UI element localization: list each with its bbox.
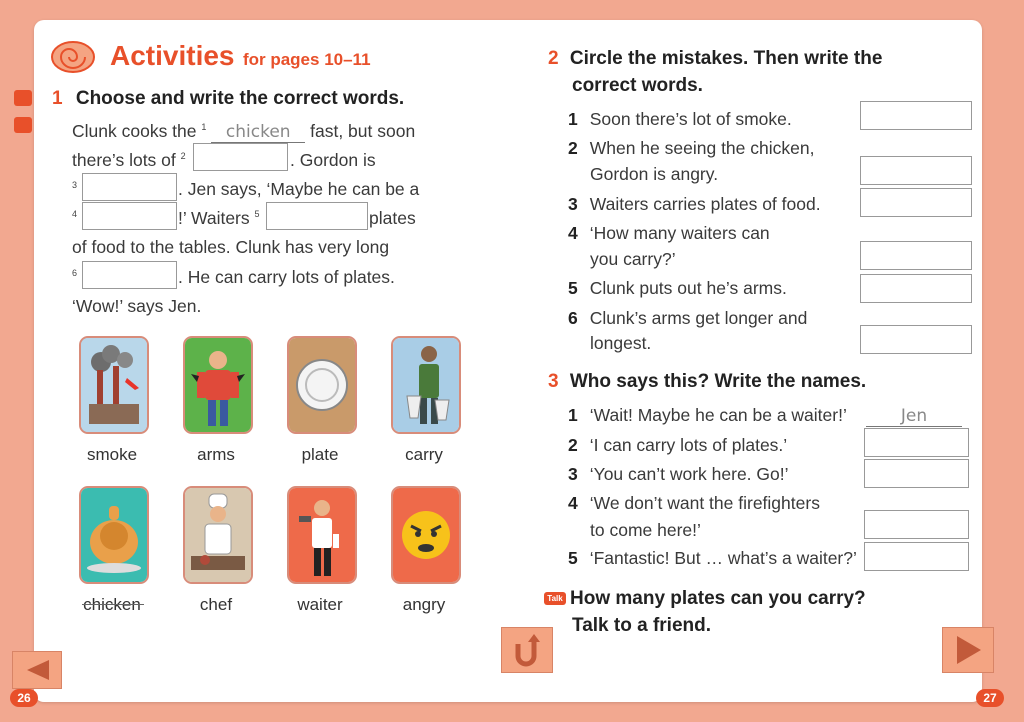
list-item bbox=[568, 405, 847, 426]
activity-number: 1 bbox=[52, 88, 63, 109]
page-number-right: 27 bbox=[976, 689, 1004, 707]
cloze-text: there’s lots of bbox=[72, 150, 181, 170]
cloze-line-1 bbox=[72, 121, 415, 143]
answer-box-5[interactable] bbox=[266, 202, 368, 230]
cloze-text: of food to the tables. Clunk has very long bbox=[72, 237, 390, 257]
gap-number bbox=[72, 267, 77, 288]
list-item bbox=[568, 278, 787, 299]
correction-box-3[interactable] bbox=[860, 188, 972, 217]
waiter-icon bbox=[287, 486, 357, 584]
angry-face-icon bbox=[391, 486, 461, 584]
activity-instruction: Choose and write the correct words. bbox=[75, 88, 405, 109]
cloze-text: . He can carry lots of plates. bbox=[178, 267, 395, 287]
item-text: Gordon is angry. bbox=[590, 164, 719, 184]
word-label-smoke: smoke bbox=[86, 445, 138, 464]
list-item bbox=[568, 308, 807, 329]
previous-page-button[interactable] bbox=[12, 651, 62, 689]
side-tab[interactable] bbox=[14, 90, 32, 106]
talk-question: How many plates can you carry? bbox=[570, 588, 866, 609]
next-page-button[interactable] bbox=[942, 627, 994, 673]
gap-number bbox=[72, 179, 77, 200]
list-item bbox=[568, 109, 792, 130]
gap-number: 6 bbox=[72, 268, 78, 279]
cloze-line-2 bbox=[72, 150, 186, 171]
activity-instruction: correct words. bbox=[572, 75, 703, 96]
gap-number: 2 bbox=[180, 151, 186, 162]
answer-box-2[interactable] bbox=[193, 143, 288, 171]
item-number: 2 bbox=[568, 435, 578, 455]
cloze-text: . Jen says, ‘Maybe he can be a bbox=[178, 179, 420, 199]
item-text: ‘How many waiters can bbox=[589, 223, 770, 243]
item-text: ‘You can’t work here. Go!’ bbox=[589, 464, 789, 484]
item-number: 1 bbox=[568, 405, 578, 425]
activity-number: 3 bbox=[548, 371, 559, 392]
answer-box-4[interactable] bbox=[82, 202, 177, 230]
item-text: ‘I can carry lots of plates.’ bbox=[589, 435, 788, 455]
swirl-logo-icon bbox=[50, 40, 96, 74]
list-item bbox=[568, 223, 770, 244]
activity-number: 2 bbox=[548, 48, 559, 69]
item-number: 5 bbox=[568, 278, 578, 298]
answer-box-6[interactable] bbox=[82, 261, 177, 289]
activity-1-heading bbox=[52, 88, 404, 110]
talk-badge-icon: Talk bbox=[544, 592, 566, 605]
arrow-left-icon bbox=[13, 652, 61, 688]
correction-box-5[interactable] bbox=[860, 274, 972, 303]
chicken-icon bbox=[79, 486, 149, 584]
item-number: 2 bbox=[568, 138, 578, 158]
item-text: you carry?’ bbox=[590, 249, 676, 269]
activity-3-heading bbox=[548, 371, 866, 393]
answer-field[interactable]: chicken bbox=[211, 122, 305, 143]
side-tab[interactable] bbox=[14, 117, 32, 133]
word-label-waiter: waiter bbox=[297, 595, 343, 614]
activity-instruction: Who says this? Write the names. bbox=[569, 371, 867, 392]
item-text: ‘Wait! Maybe he can be a waiter!’ bbox=[589, 405, 847, 425]
carry-icon bbox=[391, 336, 461, 434]
list-item bbox=[568, 138, 814, 159]
crossed-out-line bbox=[82, 604, 144, 605]
back-button[interactable] bbox=[501, 627, 553, 673]
workbook-spread bbox=[34, 20, 982, 702]
gap-number bbox=[72, 208, 77, 229]
talk-instruction: Talk to a friend. bbox=[572, 615, 712, 636]
correction-box-4[interactable] bbox=[860, 241, 972, 270]
name-box-4[interactable] bbox=[864, 510, 969, 539]
item-text: Clunk’s arms get longer and bbox=[589, 308, 808, 328]
page-title: Activities bbox=[110, 40, 235, 71]
cloze-text: !’ Waiters bbox=[178, 208, 255, 228]
arrow-right-icon bbox=[943, 628, 993, 672]
gap-number: 3 bbox=[72, 180, 78, 191]
item-text: Waiters carries plates of food. bbox=[589, 194, 821, 214]
item-text: Clunk puts out he’s arms. bbox=[589, 278, 787, 298]
answer-box-3[interactable] bbox=[82, 173, 177, 201]
cloze-text: ‘Wow!’ says Jen. bbox=[72, 296, 202, 316]
gap-number: 4 bbox=[72, 209, 78, 220]
item-number: 4 bbox=[568, 223, 578, 243]
name-field-1[interactable]: Jen bbox=[866, 406, 962, 427]
correction-box-6[interactable] bbox=[860, 325, 972, 354]
activity-instruction: Circle the mistakes. Then write the bbox=[569, 48, 883, 69]
name-box-3[interactable] bbox=[864, 459, 969, 488]
chef-icon bbox=[183, 486, 253, 584]
item-text: When he seeing the chicken, bbox=[589, 138, 815, 158]
cloze-text: Clunk cooks the bbox=[72, 121, 202, 141]
list-item bbox=[568, 464, 789, 485]
gap-number: 5 bbox=[254, 209, 260, 220]
list-item bbox=[568, 548, 857, 569]
item-text: Soon there’s lot of smoke. bbox=[589, 109, 792, 129]
item-number: 6 bbox=[568, 308, 578, 328]
plate-icon bbox=[287, 336, 357, 434]
list-item bbox=[568, 435, 787, 456]
activity-2-heading bbox=[548, 48, 882, 70]
page-number-left: 26 bbox=[10, 689, 38, 707]
item-number: 4 bbox=[568, 493, 578, 513]
gap-number: 1 bbox=[201, 122, 207, 133]
name-box-5[interactable] bbox=[864, 542, 969, 571]
list-item bbox=[568, 493, 820, 514]
item-number: 3 bbox=[568, 194, 578, 214]
cloze-text: fast, but soon bbox=[305, 121, 416, 141]
item-number: 1 bbox=[568, 109, 578, 129]
word-label-chef: chef bbox=[199, 595, 233, 614]
page-subtitle: for pages 10–11 bbox=[242, 50, 371, 69]
correction-box-1[interactable] bbox=[860, 101, 972, 130]
word-label-arms: arms bbox=[197, 445, 235, 464]
smoke-icon bbox=[79, 336, 149, 434]
cloze-text: . Gordon is bbox=[290, 150, 376, 170]
item-text: longest. bbox=[590, 333, 652, 353]
cloze-text: plates bbox=[369, 208, 416, 228]
arms-icon bbox=[183, 336, 253, 434]
cloze-text bbox=[178, 208, 260, 229]
item-text: ‘Fantastic! But … what’s a waiter?’ bbox=[589, 548, 857, 568]
name-box-2[interactable] bbox=[864, 428, 969, 457]
word-label-angry: angry bbox=[402, 595, 446, 614]
item-number: 5 bbox=[568, 548, 578, 568]
word-label-carry: carry bbox=[405, 445, 443, 464]
word-label-plate: plate bbox=[301, 445, 339, 464]
correction-box-2[interactable] bbox=[860, 156, 972, 185]
activities-heading bbox=[110, 40, 371, 72]
word-label-chicken: chicken bbox=[83, 595, 141, 614]
item-number: 3 bbox=[568, 464, 578, 484]
item-text: to come here!’ bbox=[590, 520, 701, 540]
item-text: ‘We don’t want the firefighters bbox=[589, 493, 820, 513]
list-item bbox=[568, 194, 821, 215]
return-arrow-icon bbox=[502, 628, 552, 672]
